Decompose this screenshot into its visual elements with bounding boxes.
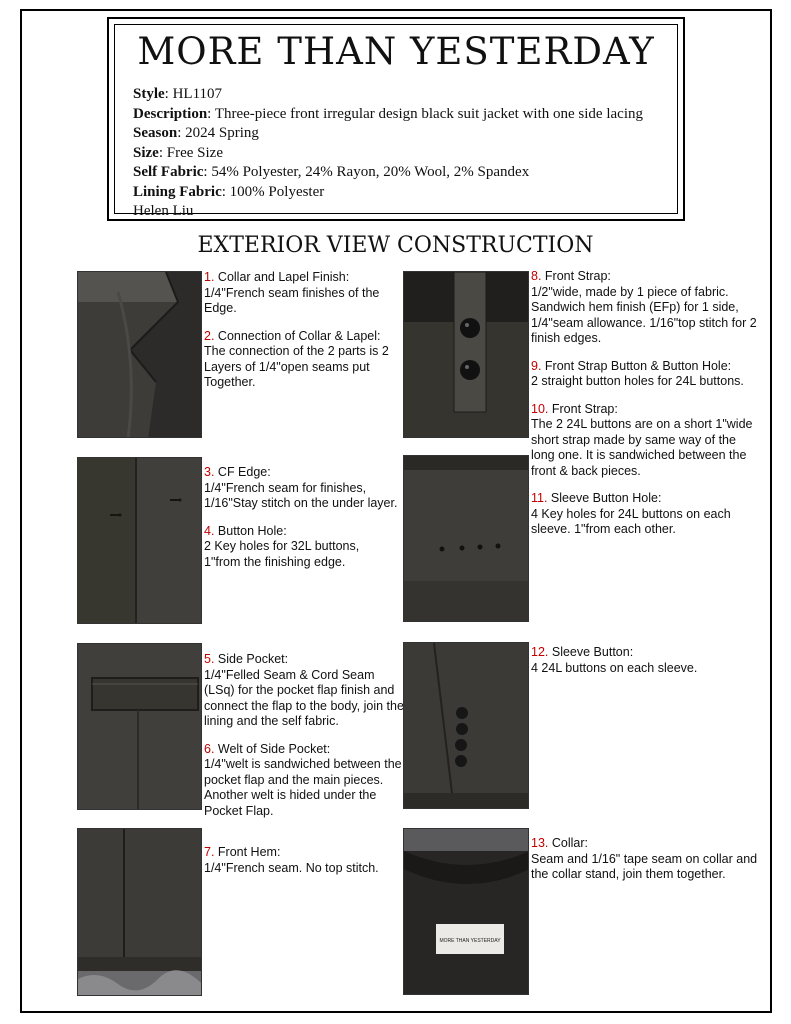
photo-front-hem [77, 828, 202, 996]
spec-description: Description: Three-piece front irregular design black suit jacket with one side lacing [133, 105, 643, 122]
note-12: 12. Sleeve Button: 4 24L buttons on each sleeve. [531, 645, 698, 675]
note-front-strap [531, 269, 761, 550]
spec-self-fabric: Self Fabric: 54% Polyester, 24% Rayon, 20% Wool, 2% Spandex [133, 164, 530, 180]
note-8: 8. Front Strap: 1/2"wide, made by 1 piece of fabric. Sandwich hem finish (EFp) for 1 side, 1/4"seam allowance. 1/16"top stitch for 2 finish edges. [531, 269, 757, 345]
note-front-hem [204, 845, 399, 888]
photo-side-pocket [77, 643, 202, 810]
note-10: 10. Front Strap: The 2 24L buttons are on a short 1"wide short strap made by same way of the long one. It is sandwiched between the front & back pieces. [531, 401, 753, 478]
note-3: 3. CF Edge: 1/4"French seam for finishes, 1/16"Stay stitch on the under layer. [204, 465, 398, 510]
spec-season: Season: 2024 Spring [133, 125, 259, 141]
header-inner-border [114, 24, 678, 219]
note-2: 2. Connection of Collar & Lapel: The connection of the 2 parts is 2 Layers of 1/4"open seams put Together. [204, 328, 389, 389]
note-7: 7. Front Hem: 1/4"French seam. No top stitch. [204, 845, 379, 875]
section-title: EXTERIOR VIEW CONSTRUCTION [197, 233, 594, 258]
note-collar-stand [531, 836, 761, 895]
label-text: MORE THAN YESTERDAY [439, 938, 501, 944]
note-9: 9. Front Strap Button & Button Hole: 2 straight button holes for 24L buttons. [531, 358, 744, 388]
spec-size: Size: Free Size [133, 144, 223, 161]
spec-style: Style: HL1107 [133, 86, 223, 102]
note-11: 11. Sleeve Button Hole: 4 Key holes for 24L buttons on each sleeve. 1"from each other. [531, 491, 731, 536]
brand-title: MORE THAN YESTERDAY [137, 30, 655, 73]
header-box [107, 17, 685, 221]
note-5: 5. Side Pocket: 1/4"Felled Seam & Cord Seam (LSq) for the pocket flap finish and connect the flap to the body, join the lining and the self fabric. [204, 652, 404, 728]
photo-collar-label [403, 828, 529, 995]
note-sleeve-button [531, 645, 761, 688]
photo-cf-edge [77, 457, 202, 624]
photo-front-strap [403, 271, 529, 438]
note-side-pocket [204, 652, 404, 831]
photo-collar-lapel [77, 271, 202, 438]
note-13: 13. Collar: Seam and 1/16" tape seam on collar and the collar stand, join them together. [531, 836, 758, 881]
note-6: 6. Welt of Side Pocket: 1/4"welt is sandwiched between the pocket flap and the main pieces. Another welt is hided under the Pocket Flap. [204, 741, 402, 818]
note-cf-edge [204, 465, 399, 582]
photo-sleeve-button-hole [403, 455, 529, 622]
note-1: 1. Collar and Lapel Finish: 1/4"French seam finishes of the Edge. [204, 270, 380, 315]
spec-list [133, 85, 643, 222]
note-collar [204, 270, 399, 403]
photo-sleeve-buttons [403, 642, 529, 809]
designer-name: Helen Liu [133, 203, 194, 219]
note-4: 4. Button Hole: 2 Key holes for 32L buttons, 1"from the finishing edge. [204, 523, 360, 569]
spec-lining-fabric: Lining Fabric: 100% Polyester [133, 183, 325, 200]
